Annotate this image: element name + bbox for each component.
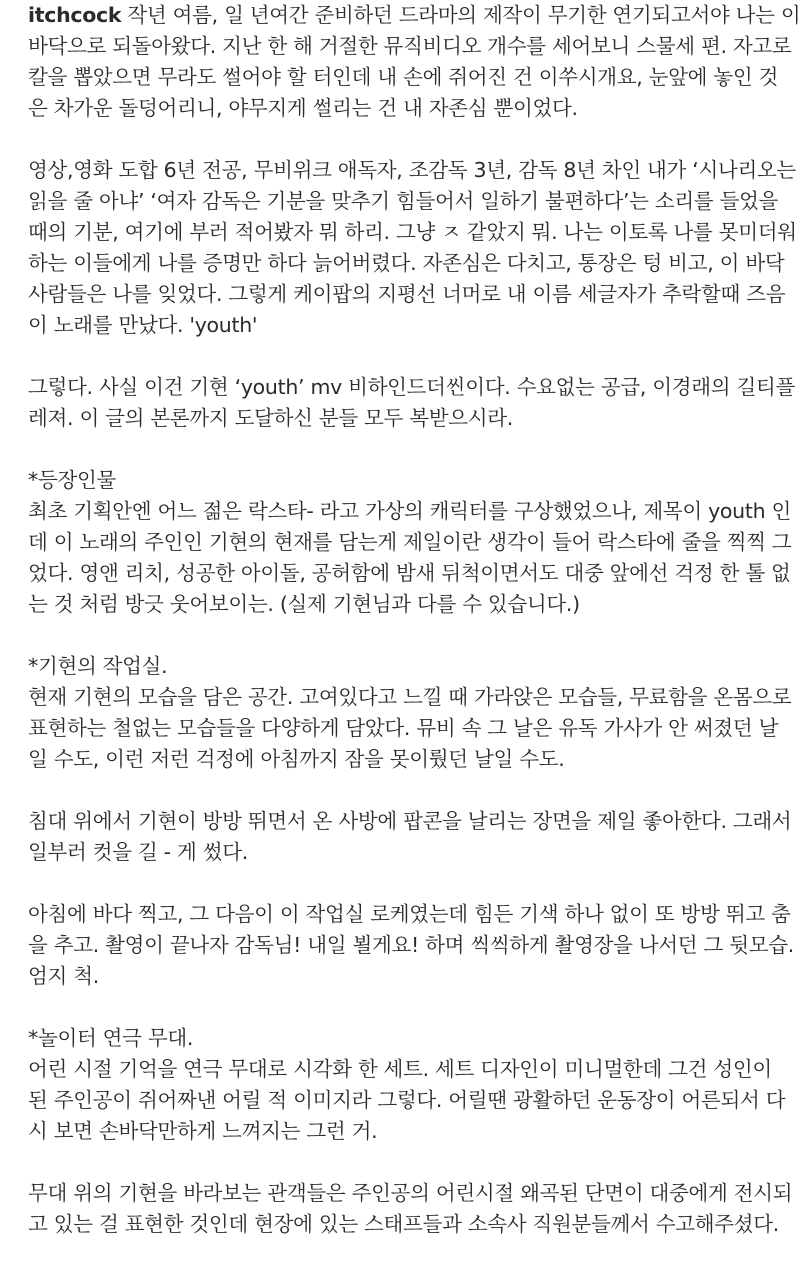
text-line: 었다. 영앤 리치, 성공한 아이돌, 공허함에 밤새 뒤척이면서도 대중 앞에선 걱정 한 톨 없 <box>28 561 791 585</box>
text-line: 침대 위에서 기현이 방방 뛰면서 온 사방에 팝콘을 날리는 장면을 제일 좋아한다. 그래서 <box>28 809 792 833</box>
text-line: 엄지 척. <box>28 964 99 988</box>
section-heading: *놀이터 연극 무대. <box>28 1026 194 1050</box>
text-line: 표현하는 철없는 모습들을 다양하게 담았다. 뮤비 속 그 날은 유독 가사가 안 써졌던 날 <box>28 716 779 740</box>
post-body <box>28 0 803 1271</box>
paragraph-career <box>28 155 803 341</box>
text-line: 레져. 이 글의 본론까지 도달하신 분들 모두 복받으시라. <box>28 406 514 430</box>
paragraph-popcorn <box>28 806 803 868</box>
text-line: 고 있는 걸 표현한 것인데 현장에 있는 스태프들과 소속사 직원분들께서 수고해주셨다. <box>28 1212 779 1236</box>
text-line: 데 이 노래의 주인인 기현의 현재를 담는게 제일이란 생각이 들어 락스타에 줄을 찍찍 그 <box>28 530 792 554</box>
text-line: 최초 기획안엔 어느 젊은 락스타- 라고 가상의 캐릭터를 구상했었으나, 제목이 youth 인 <box>28 499 791 523</box>
section-heading: *등장인물 <box>28 468 116 492</box>
text-line: 은 차가운 돌덩어리니, 야무지게 썰리는 건 내 자존심 뿐이었다. <box>28 96 578 120</box>
section-heading: *기현의 작업실. <box>28 654 168 678</box>
text-line: 어린 시절 기억을 연극 무대로 시각화 한 세트. 세트 디자인이 미니멀한데 그건 성인이 <box>28 1057 772 1081</box>
paragraph-morning <box>28 899 803 992</box>
text-line: 무대 위의 기현을 바라보는 관객들은 주인공의 어린시절 왜곡된 단면이 대중에게 전시되 <box>28 1181 793 1205</box>
text-line: 이 노래를 만났다. 'youth' <box>28 313 258 337</box>
text-line: 하는 이들에게 나를 증명만 하다 늙어버렸다. 자존심은 다치고, 통장은 텅 비고, 이 바닥 <box>28 251 785 275</box>
text-line: 칼을 뽑았으면 무라도 썰어야 할 터인데 내 손에 쥐어진 건 이쑤시개요, 눈앞에 놓인 것 <box>28 65 779 89</box>
text-line: 는 것 처럼 방긋 웃어보이는. (실제 기현님과 다를 수 있습니다.) <box>28 592 580 616</box>
text-line: 바닥으로 되돌아왔다. 지난 한 해 거절한 뮤직비디오 개수를 세어보니 스물세 편. 자고로 <box>28 34 792 58</box>
text-line: 영상,영화 도합 6년 전공, 무비위크 애독자, 조감독 3년, 감독 8년 차인 내가 ‘시나리오는 <box>28 158 797 182</box>
text-line: 된 주인공이 쥐어짜낸 어릴 적 이미지라 그렇다. 어릴땐 광활하던 운동장이 어른되서 다 <box>28 1088 786 1112</box>
text-line: 아침에 바다 찍고, 그 다음이 이 작업실 로케였는데 힘든 기색 하나 없이 또 방방 뛰고 춤 <box>28 902 791 926</box>
text-line: 그렇다. 사실 이건 기현 ‘youth’ mv 비하인드더씬이다. 수요없는 공급, 이경래의 길티플 <box>28 375 796 399</box>
text-line: 일 수도, 이런 저런 걱정에 아침까지 잠을 못이뤘던 날일 수도. <box>28 747 565 771</box>
section-studio <box>28 651 803 775</box>
text-line: 현재 기현의 모습을 담은 공간. 고여있다고 느낄 때 가라앉은 모습들, 무료함을 온몸으로 <box>28 685 792 709</box>
section-playground-stage <box>28 1023 803 1147</box>
section-characters <box>28 465 803 620</box>
text-line: 때의 기분, 여기에 부러 적어봤자 뭐 하리. 그냥 ㅈ 같았지 뭐. 나는 이토록 나를 못미더워 <box>28 220 797 244</box>
text-line: itchcock 작년 여름, 일 년여간 준비하던 드라마의 제작이 무기한 연기되고서야 나는 이 <box>28 3 801 27</box>
text-line: 사람들은 나를 잊었다. 그렇게 케이팝의 지평선 너머로 내 이름 세글자가 추락할때 즈음 <box>28 282 786 306</box>
paragraph-intro <box>28 0 803 124</box>
text-line: 을 추고. 촬영이 끝나자 감독님! 내일 뵐게요! 하며 씩씩하게 촬영장을 나서던 그 뒷모습. <box>28 933 794 957</box>
text-line: 일부러 컷을 길 - 게 썼다. <box>28 840 248 864</box>
text-line: 시 보면 손바닥만하게 느껴지는 그런 거. <box>28 1119 378 1143</box>
paragraph-behind <box>28 372 803 434</box>
paragraph-audience <box>28 1178 803 1240</box>
text-line: 읽을 줄 아냐’ ‘여자 감독은 기분을 맞추기 힘들어서 일하기 불편하다’는 소리를 들었을 <box>28 189 779 213</box>
author-handle: itchcock <box>28 3 122 27</box>
